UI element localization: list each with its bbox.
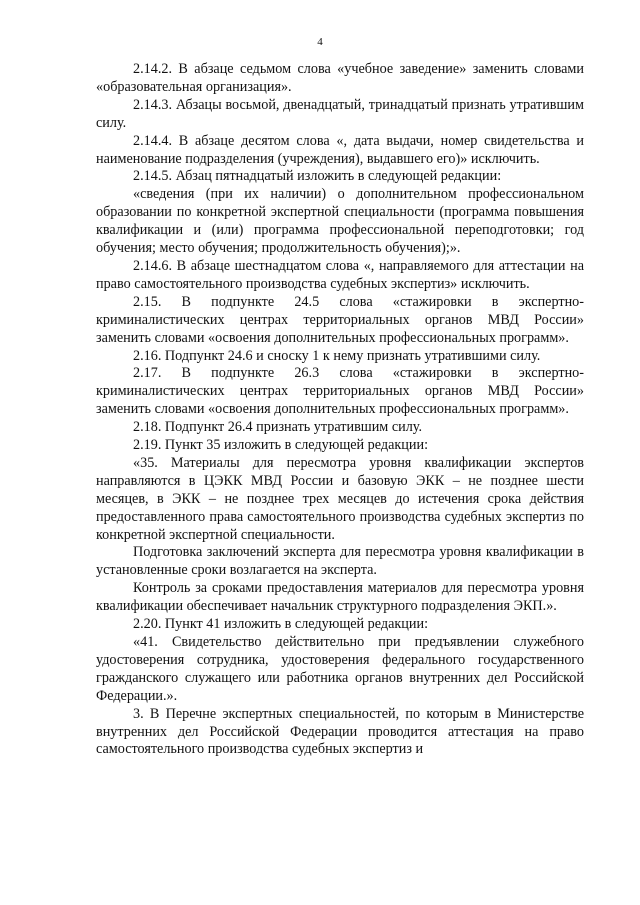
paragraph-2-20: 2.20. Пункт 41 изложить в следующей редакции: (133, 616, 429, 633)
paragraph-2-14-4: 2.14.4. В абзаце десятом слова «, дата выдачи, номер свидетельства и наименование подразделения (учреждения), выдавшего его)» исключить. (96, 132, 584, 167)
paragraph-3: 3. В Перечне экспертных специальностей, по которым в Министерстве внутренних дел Российской Федерации проводится аттестация на право самостоятельного производства судебных экспертиз и (96, 705, 584, 758)
paragraph-2-14-2: 2.14.2. В абзаце седьмом слова «учебное заведение» заменить словами «образовательная организация». (96, 61, 584, 95)
paragraph-35-quote: «35. Материалы для пересмотра уровня квалификации экспертов направляются в ЦЭКК МВД России и базовую ЭКК – не позднее шести месяцев, в ЭКК – не позднее трех месяцев до истечения срока действия предоставленного права самостоятельного производства судебных экспертиз по конкретной экспертной специальности. (96, 454, 584, 543)
paragraph-2-17: 2.17. В подпункте 26.3 слова «стажировки в экспертно-криминалистических центрах территориальных органов МВД России» заменить словами «освоения дополнительных профессиональных программ». (96, 365, 584, 418)
page-number: 4 (317, 36, 323, 48)
document-body (96, 61, 584, 759)
paragraph-41-quote: «41. Свидетельство действительно при предъявлении служебного удостоверения сотрудника, удостоверения федерального государственного гражданского служащего или работника органов внутренних дел Российской Федерации.». (96, 634, 584, 704)
paragraph-2-14-3: 2.14.3. Абзацы восьмой, двенадцатый, тринадцатый признать утратившим силу. (96, 96, 584, 131)
paragraph-2-15: 2.15. В подпункте 24.5 слова «стажировки в экспертно-криминалистических центрах территориальных органов МВД России» заменить словами «освоения дополнительных профессиональных программ». (96, 293, 584, 346)
paragraph-2-16: 2.16. Подпункт 24.6 и сноску 1 к нему признать утратившими силу. (133, 347, 541, 364)
paragraph-2-19: 2.19. Пункт 35 изложить в следующей редакции: (133, 437, 429, 454)
paragraph-2-14-6: 2.14.6. В абзаце шестнадцатом слова «, направляемого для аттестации на право самостоятельного производства судебных экспертиз» исключить. (96, 257, 584, 292)
paragraph-control: Контроль за сроками предоставления материалов для пересмотра уровня квалификации обеспечивает начальник структурного подразделения ЭКП.». (96, 580, 584, 615)
paragraph-2-14-5: 2.14.5. Абзац пятнадцатый изложить в следующей редакции: (133, 168, 502, 185)
paragraph-2-18: 2.18. Подпункт 26.4 признать утратившим силу. (133, 419, 423, 436)
paragraph-2-14-5-quote: «сведения (при их наличии) о дополнительном профессиональном образовании по конкретной экспертной специальности (программа повышения квалификации и (или) программа профессиональной переподготовки; год обучения; место обучения; продолжительность обучения);». (96, 186, 584, 257)
paragraph-preparation: Подготовка заключений эксперта для пересмотра уровня квалификации в установленные сроки возлагается на эксперта. (96, 544, 584, 579)
